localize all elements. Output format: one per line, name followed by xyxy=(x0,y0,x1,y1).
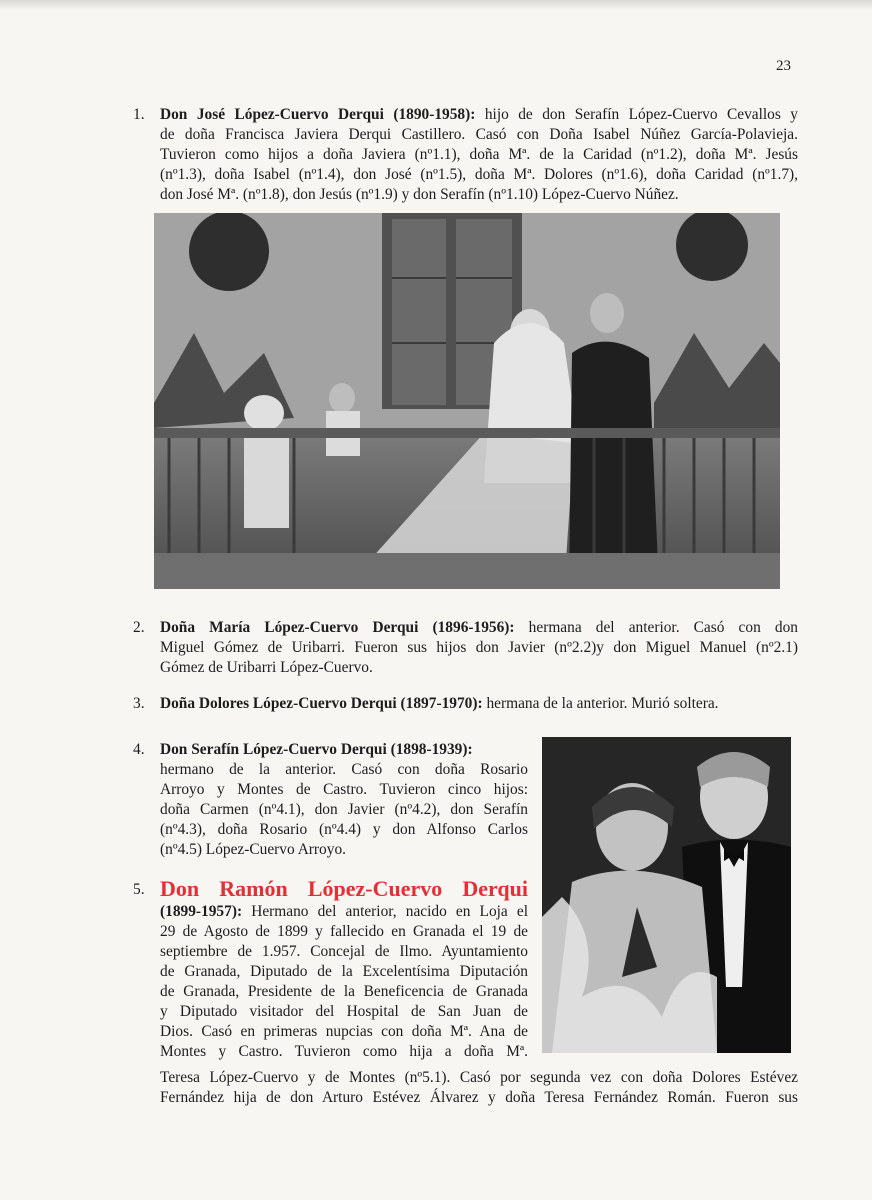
wedding-photo xyxy=(154,213,780,589)
entry-name-highlight: Don Ramón López-Cuervo Derqui xyxy=(160,876,528,901)
entry-line: Arroyo y Montes de Castro. Tuvieron cinco hijos: xyxy=(160,781,528,798)
entry-1 xyxy=(133,105,798,205)
entry-line: Fernández hija de don Arturo Estévez Álvarez y doña Teresa Fernández Román. Fueron sus xyxy=(160,1089,798,1106)
entry-line xyxy=(160,740,528,760)
entry-line xyxy=(160,902,528,922)
entry-4 xyxy=(133,740,528,860)
entry-line: Montes y Castro. Tuvieron como hija a doña Mª. xyxy=(160,1043,528,1060)
entry-line: y Diputado visitador del Hospital de San Juan de xyxy=(160,1003,528,1020)
portrait-photo xyxy=(542,737,791,1053)
page-number: 23 xyxy=(776,58,791,74)
entry-text: Hermano del anterior, nacido en Loja el xyxy=(251,903,528,920)
entry-line: Dios. Casó en primeras nupcias con doña Mª. Ana de xyxy=(160,1023,528,1040)
entry-line: 29 de Agosto de 1899 y fallecido en Granada el 19 de xyxy=(160,923,528,940)
entry-name: Don Serafín López-Cuervo Derqui (1898-1939): xyxy=(160,741,473,758)
entry-line: Miguel Gómez de Uribarri. Fueron sus hijos don Javier (nº2.2)y don Miguel Manuel (nº2.1) xyxy=(160,639,798,656)
entry-line: Gómez de Uribarri López-Cuervo. xyxy=(160,659,373,676)
entry-line xyxy=(160,105,798,125)
entry-line: Tuvieron como hijos a doña Javiera (nº1.1), doña Mª. de la Caridad (nº1.2), doña Mª. Jesús xyxy=(160,146,798,163)
entry-line: hermano de la anterior. Casó con doña Rosario xyxy=(160,761,528,778)
entry-dates: (1899-1957): xyxy=(160,903,243,920)
entry-number: 2. xyxy=(133,619,145,636)
scan-edge xyxy=(0,0,872,10)
entry-line: de doña Francisca Javiera Derqui Castillero. Casó con Doña Isabel Núñez García-Polavieja. xyxy=(160,126,798,143)
entry-line: Teresa López-Cuervo y de Montes (nº5.1). Casó por segunda vez con doña Dolores Estévez xyxy=(160,1069,798,1086)
entry-line: (nº4.5) López-Cuervo Arroyo. xyxy=(160,841,346,858)
entry-number: 1. xyxy=(133,106,145,123)
entry-line: don José Mª. (nº1.8), don Jesús (nº1.9) y don Serafín (nº1.10) López-Cuervo Núñez. xyxy=(160,186,679,203)
entry-number: 3. xyxy=(133,695,145,712)
entry-name: Don José López-Cuervo Derqui (1890-1958): xyxy=(160,106,476,123)
entry-5-continuation xyxy=(160,1068,798,1108)
entry-line: de Granada, Diputado de la Excelentísima Diputación xyxy=(160,963,528,980)
entry-line: de Granada, Presidente de la Beneficencia de Granada xyxy=(160,983,528,1000)
entry-text: hermana del anterior. Casó con don xyxy=(528,619,798,636)
entry-name: Doña María López-Cuervo Derqui (1896-1956): xyxy=(160,619,515,636)
entry-number: 5. xyxy=(133,881,145,898)
entry-line: septiembre de 1.957. Concejal de Ilmo. Ayuntamiento xyxy=(160,943,528,960)
entry-line: doña Carmen (nº4.1), don Javier (nº4.2), don Serafín xyxy=(160,801,528,818)
entry-name: Doña Dolores López-Cuervo Derqui (1897-1970): xyxy=(160,695,483,712)
entry-line: (nº4.3), doña Rosario (nº4.4) y don Alfonso Carlos xyxy=(160,821,528,838)
entry-3 xyxy=(133,694,798,714)
entry-text: hijo de don Serafín López-Cuervo Cevallos y xyxy=(484,106,798,123)
entry-5 xyxy=(133,876,528,1062)
wedding-photo-drawing xyxy=(154,213,780,589)
entry-line xyxy=(160,618,798,638)
entry-number: 4. xyxy=(133,741,145,758)
entry-text: hermana de la anterior. Murió soltera. xyxy=(486,695,719,712)
entry-line: (nº1.3), doña Isabel (nº1.4), don José (nº1.5), doña Mª. Dolores (nº1.6), doña Caridad (nº1.7), xyxy=(160,166,798,183)
entry-line xyxy=(160,694,798,714)
entry-2 xyxy=(133,618,798,678)
portrait-photo-drawing xyxy=(542,737,791,1053)
